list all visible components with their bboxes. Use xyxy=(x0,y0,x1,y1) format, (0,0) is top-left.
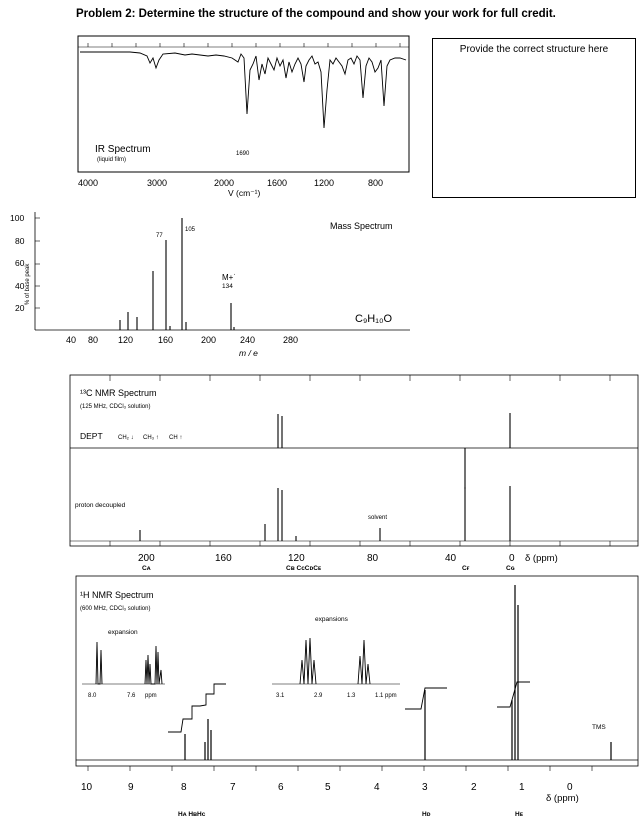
h1-axis-3: 3 xyxy=(422,782,428,793)
c13-solvent-label: solvent xyxy=(368,515,388,521)
h1-exp2-tick-29: 2.9 xyxy=(314,693,323,699)
h1-title: ¹H NMR Spectrum xyxy=(80,590,154,600)
ir-tick-1200: 1200 xyxy=(314,178,335,188)
c13-axis-0: 0 xyxy=(509,553,515,564)
ir-subtitle: (liquid film) xyxy=(97,157,127,163)
c13-nmr-spectrum xyxy=(70,375,638,572)
c13-top-ticks xyxy=(110,375,610,381)
ir-tick-4000: 4000 xyxy=(78,178,99,188)
h1-nmr-spectrum xyxy=(76,576,638,818)
ir-trace xyxy=(80,52,406,128)
h1-axis-8: 8 xyxy=(181,782,187,793)
ms-xtick-80: 80 xyxy=(88,335,99,345)
h1-exp2-tick-13: 1.3 xyxy=(347,693,356,699)
mass-spectrum xyxy=(10,212,410,358)
ir-xlabel: V (cm⁻¹) xyxy=(228,188,261,198)
h1-axis-1: 1 xyxy=(519,782,525,793)
c13-frame xyxy=(70,375,638,546)
h1-axis-ticks xyxy=(88,766,592,771)
c13-dept-peaks xyxy=(278,413,510,489)
c13-dept-ch2: CH₂ ↓ xyxy=(118,435,134,441)
answer-box-label: Provide the correct structure here xyxy=(459,44,609,55)
ms-xtick-280: 280 xyxy=(283,335,299,345)
h1-exp2-tick-31: 3.1 xyxy=(276,693,285,699)
h1-axis-6: 6 xyxy=(278,782,284,793)
c13-pd-peaks xyxy=(140,486,510,541)
h1-exp1-unit: ppm xyxy=(145,693,157,699)
c13-label-cbcccdce: Cʙ CᴄCᴅCᴇ xyxy=(286,565,322,572)
h1-expansions-label: expansions xyxy=(315,616,348,623)
ir-tick-1600: 1600 xyxy=(267,178,288,188)
c13-axis-200: 200 xyxy=(138,553,155,564)
ir-tick-3000: 3000 xyxy=(147,178,168,188)
c13-label-ca: Cᴀ xyxy=(142,565,151,572)
ms-ytick-100: 100 xyxy=(10,213,25,223)
h1-axis-10: 10 xyxy=(81,782,93,793)
ms-xtick-40: 40 xyxy=(66,335,77,345)
h1-axis-unit: δ (ppm) xyxy=(546,793,579,804)
h1-expansion-aliphatic xyxy=(272,638,400,699)
ir-title: IR Spectrum xyxy=(95,144,151,155)
c13-axis-40: 40 xyxy=(445,553,457,564)
h1-subtitle: (600 MHz, CDCl₃ solution) xyxy=(80,606,151,612)
h1-axis-4: 4 xyxy=(374,782,380,793)
h1-label-hahbhc: Hᴀ HʙHᴄ xyxy=(178,811,206,818)
ir-spectrum xyxy=(78,36,409,198)
ms-xtick-120: 120 xyxy=(118,335,134,345)
h1-exp-peak-he xyxy=(358,640,370,684)
ms-xtick-200: 200 xyxy=(201,335,217,345)
c13-proton-decoupled: proton decoupled xyxy=(75,502,126,509)
c13-bottom-ticks xyxy=(110,541,610,546)
h1-integral-aromatic xyxy=(168,684,226,732)
h1-axis-7: 7 xyxy=(230,782,236,793)
h1-exp1-tick-8: 8.0 xyxy=(88,693,97,699)
c13-axis-160: 160 xyxy=(215,553,232,564)
ms-formula: C₉H₁₀O xyxy=(355,313,393,325)
h1-expansion-aromatic xyxy=(82,642,165,699)
ms-xlabel: m / e xyxy=(239,348,258,358)
ms-ytick-40: 40 xyxy=(15,281,25,291)
ms-ytick-20: 20 xyxy=(15,303,25,313)
ms-peaks xyxy=(120,218,234,330)
ms-ytick-60: 60 xyxy=(15,258,25,268)
h1-expansion-label: expansion xyxy=(108,629,138,636)
h1-exp-peak-hd xyxy=(300,638,316,684)
ir-tick-2000: 2000 xyxy=(214,178,235,188)
h1-exp-peak-ha xyxy=(96,642,102,684)
c13-dept-ch3: CH₃ ↑ xyxy=(143,435,159,441)
c13-label-cg: Cɢ xyxy=(506,565,515,572)
ms-peak-label-77: 77 xyxy=(156,233,163,239)
c13-axis-80: 80 xyxy=(367,553,379,564)
h1-integral-hd xyxy=(405,688,447,709)
ms-xtick-240: 240 xyxy=(240,335,256,345)
h1-frame xyxy=(76,576,638,766)
h1-exp1-tick-76: 7.6 xyxy=(127,693,136,699)
ms-ytick-80: 80 xyxy=(15,236,25,246)
ir-tick-800: 800 xyxy=(368,178,384,188)
h1-axis-5: 5 xyxy=(325,782,331,793)
h1-axis-2: 2 xyxy=(471,782,477,793)
h1-tms-label: TMS xyxy=(592,724,606,731)
ms-peak-label-105: 105 xyxy=(185,227,196,233)
c13-label-cf: Cғ xyxy=(462,565,470,572)
ms-ylabel: % of base peak xyxy=(25,263,31,305)
h1-label-he: Hᴇ xyxy=(515,811,523,818)
ir-peak-label: 1690 xyxy=(236,151,250,157)
ms-molecular-ion-label: M+˙ xyxy=(222,273,236,282)
ms-y-ticks xyxy=(35,218,40,308)
ir-top-ticks xyxy=(88,43,400,47)
ms-title: Mass Spectrum xyxy=(330,221,393,231)
c13-subtitle: (125 MHz, CDCl₃ solution) xyxy=(80,404,151,410)
c13-dept-label: DEPT xyxy=(80,431,103,441)
h1-exp2-tick-11: 1.1 ppm xyxy=(375,693,397,699)
h1-label-hd: Hᴅ xyxy=(422,811,431,818)
c13-axis-unit: δ (ppm) xyxy=(525,553,558,564)
c13-axis-120: 120 xyxy=(288,553,305,564)
h1-axis-0: 0 xyxy=(567,782,573,793)
h1-integral-he xyxy=(497,682,530,707)
ms-xtick-160: 160 xyxy=(158,335,174,345)
h1-exp-peak-hbhc xyxy=(145,646,162,684)
h1-axis-9: 9 xyxy=(128,782,134,793)
h1-peaks xyxy=(185,585,611,760)
c13-title: ¹³C NMR Spectrum xyxy=(80,388,157,398)
c13-dept-ch: CH ↑ xyxy=(169,435,183,441)
problem-title: Problem 2: Determine the structure of the compound and show your work for full credit. xyxy=(76,8,556,20)
ms-molecular-ion-mass: 134 xyxy=(222,283,233,290)
